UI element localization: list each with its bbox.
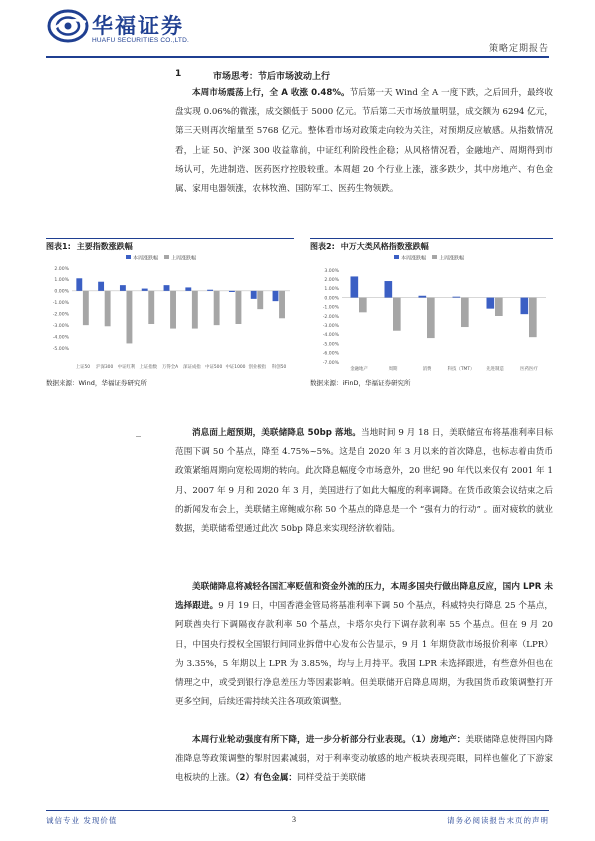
figure-2 <box>310 238 553 398</box>
x-tick-label: 中证红利 <box>117 365 136 370</box>
bar <box>393 298 401 331</box>
page-number: 3 <box>292 815 296 824</box>
paragraph-market-review <box>175 84 553 199</box>
y-tick-label: -2.00% <box>52 312 69 318</box>
bar <box>257 291 263 309</box>
bar <box>229 291 235 292</box>
footer-disclaimer: 请务必阅读报告末页的声明 <box>447 816 549 825</box>
y-tick-label: 2.00% <box>324 278 339 283</box>
paragraph-industry <box>175 731 553 789</box>
x-tick-label: 中证1000 <box>225 365 246 370</box>
y-tick-label: -3.00% <box>52 323 69 329</box>
y-tick-label: -7.00% <box>322 360 339 366</box>
y-tick-label: 3.00% <box>324 268 339 274</box>
x-tick-label: 上证指数 <box>139 365 158 370</box>
divider-mark <box>136 436 141 437</box>
legend-swatch <box>394 255 399 259</box>
bar <box>142 289 148 291</box>
figure-title <box>46 238 294 252</box>
y-tick-label: -6.00% <box>322 351 339 357</box>
figure-label: 图表1: <box>46 242 71 251</box>
legend-label: 本周涨跌幅 <box>401 255 427 262</box>
figure-caption: 主要指数涨跌幅 <box>76 242 133 251</box>
y-tick-label: -5.00% <box>322 342 339 348</box>
legend-label: 本周涨跌幅 <box>133 255 159 262</box>
brand-name-en: HUAFU SECURITIES CO.,LTD. <box>92 37 189 44</box>
bar <box>148 291 154 324</box>
y-tick-label: -4.00% <box>322 333 339 339</box>
paragraph-body: 美联储降息使得国内降准降息等政策调整的掣肘因素减弱，对于利率变动敏感的地产板块表现亮眼，同样也催化了下游家电板块的上涨。 <box>175 735 553 784</box>
bar <box>351 276 359 297</box>
legend-swatch <box>164 255 169 259</box>
x-tick-label: 金融地产 <box>350 367 368 372</box>
bar <box>98 282 104 291</box>
bar <box>521 298 529 315</box>
industry-tag-realestate: （1）房地产： <box>411 735 466 745</box>
paragraph-lead: 本周市场震荡上行，全 A 收涨 0.48%。 <box>192 88 350 98</box>
bar <box>207 290 213 291</box>
y-tick-label: 0.00% <box>324 296 339 302</box>
y-tick-label: 1.00% <box>54 278 69 284</box>
bar <box>461 298 469 327</box>
y-tick-label: -1.00% <box>322 305 339 311</box>
y-tick-label: 2.00% <box>54 266 69 272</box>
figure-title <box>310 238 553 252</box>
style-returns-chart <box>310 252 553 374</box>
figure-1 <box>46 238 294 398</box>
bar <box>419 296 427 298</box>
bar <box>214 291 220 325</box>
bar <box>385 281 393 298</box>
bar <box>273 291 279 301</box>
bar <box>76 278 82 291</box>
bar <box>487 298 495 309</box>
x-tick-label: 万得全A <box>162 365 179 370</box>
footer-slogan: 诚信专业 发现价值 <box>46 816 118 825</box>
chart-legend <box>126 255 196 262</box>
huafu-logo-icon <box>46 8 90 44</box>
bar <box>170 291 176 329</box>
bar <box>127 291 133 344</box>
bar <box>236 291 242 324</box>
x-tick-label: 医药医疗 <box>520 367 538 372</box>
y-tick-label: 0.00% <box>54 289 69 295</box>
industry-tag-metals: （2）有色金属： <box>235 773 298 784</box>
y-tick-label: -2.00% <box>322 314 339 320</box>
legend-label: 上周涨跌幅 <box>171 255 197 262</box>
header-divider <box>46 56 549 58</box>
bar <box>279 291 285 318</box>
paragraph-body: 9 月 19 日，中国香港金管局将基准利率下调 50 个基点，科威特央行降息 25 个基点，阿联酋央行下调隔夜存款利率 50 个基点，卡塔尔央行下调存款利率 55 个基点。但在 9 月 20 日，中国央行授权全国银行间同业拆借中心发布公告显示，9 月 1 年期贷款市场报价利率（LPR）为 3.35%，5 年期以上 LPR 为 3.85%，均与上月持平。我国 LPR 未选择跟进，有些意外但也在情理之中，或受到银行净息差压力等因素影响。但美联储开启降息周期，为我国货币政策调整打开更多空间，后续还需持续关注各项政策调整。 <box>175 601 553 708</box>
y-tick-label: -1.00% <box>52 301 69 307</box>
bar <box>164 285 170 291</box>
x-tick-label: 科创50 <box>271 365 287 370</box>
x-tick-label: 上证50 <box>75 365 91 370</box>
report-type: 策略定期报告 <box>488 44 549 54</box>
footer-divider <box>46 810 549 811</box>
bar <box>105 291 111 326</box>
y-tick-label: -3.00% <box>322 324 339 329</box>
bar <box>251 291 257 299</box>
x-tick-label: 创业板指 <box>248 365 267 370</box>
x-tick-label: 深证成指 <box>183 365 201 370</box>
x-tick-label: 先进制造 <box>486 367 504 372</box>
section-title: 市场思考：节后市场波动上行 <box>213 72 331 82</box>
y-tick-label: 1.00% <box>324 287 339 293</box>
x-tick-label: 沪深300 <box>96 365 114 370</box>
bar <box>185 287 191 290</box>
legend-label: 上周涨跌幅 <box>439 255 465 262</box>
figure-source: 数据来源：iFinD，华福证券研究所 <box>310 379 411 387</box>
x-tick-label: 周期 <box>388 367 398 372</box>
x-tick-label: 中证500 <box>205 365 223 370</box>
paragraph-central-banks <box>175 578 553 712</box>
section-number: 1 <box>175 69 182 79</box>
figure-caption: 中万大类风格指数涨跌幅 <box>340 242 429 251</box>
paragraph-body: 节后第一天 Wind 全 A 一度下跌，之后回升，最终收盘实现 0.06%的微涨，成交额低于 5000 亿元。节后第二天市场放量明显，成交额为 6294 亿元，第三天则再次缩量至 5768 亿元。整体看市场对政策走向较为关注，对预期反应敏感。从指数情况看，上证 50、沪深 300 收益靠前，中证红利阶段性企稳；从风格情况看，金融地产、周期得到市场认可，先进制造、医药医疗控股较重。本周超 20 个行业上涨，涨多跌少，其中房地产、有色金属、家用电器领涨，农林牧渔、国防军工、医药生物领跌。 <box>175 88 553 195</box>
paragraph-fed-cut <box>175 424 553 539</box>
bar <box>192 291 198 329</box>
bar <box>359 298 367 313</box>
y-tick-label: -4.00% <box>52 335 69 341</box>
legend-swatch <box>126 255 131 259</box>
figure-source: 数据来源：Wind，华福证券研究所 <box>46 379 147 387</box>
chart-legend <box>394 255 464 262</box>
bar <box>453 297 461 298</box>
paragraph-body: 同样受益于美联储 <box>297 773 366 784</box>
bar <box>83 291 89 325</box>
figure-label: 图表2: <box>310 242 335 251</box>
y-tick-label: -5.00% <box>52 346 69 352</box>
paragraph-lead: 消息面上超预期，美联储降息 50bp 落地。 <box>192 428 361 438</box>
paragraph-lead: 本周行业轮动强度有所下降，进一步分析部分行业表现。 <box>192 735 412 745</box>
x-tick-label: 科技（TMT） <box>447 367 475 372</box>
paragraph-body: 当地时间 9 月 18 日，美联储宣布将基准利率目标范围下调 50 个基点，降至 4.75%~5%。这是自 2020 年 3 月以来的首次降息，也标志着由货币政策紧缩周期向宽松周期的转向。此次降息幅度令市场意外，20 世纪 90 年代以来仅有 2001 年 1 月、2007 年 9 月和 2020 年 3 月，美国进行了如此大幅度的利率调降。在货币政策会议结束之后的新闻发布会上，美联储主席鲍威尔称 50 个基点的降息是一个 “强有力的行动” 。面对疲软的就业数据，美联储希望通过此次 50bp 降息来实现经济软着陆。 <box>175 428 553 535</box>
x-tick-label: 消费 <box>422 367 432 372</box>
paragraph-lead: 美联储降息将减轻各国汇率贬值和资金外流的压力，本周多国央行做出降息反应，国内 LPR 未选择跟进。 <box>175 582 553 612</box>
bar <box>529 298 537 338</box>
brand-name-cn: 华福证券 <box>92 14 184 38</box>
bar <box>495 298 503 316</box>
bar <box>427 298 435 338</box>
bar <box>120 285 126 291</box>
legend-swatch <box>432 255 437 259</box>
index-returns-chart <box>46 252 294 374</box>
page-header <box>0 0 595 64</box>
